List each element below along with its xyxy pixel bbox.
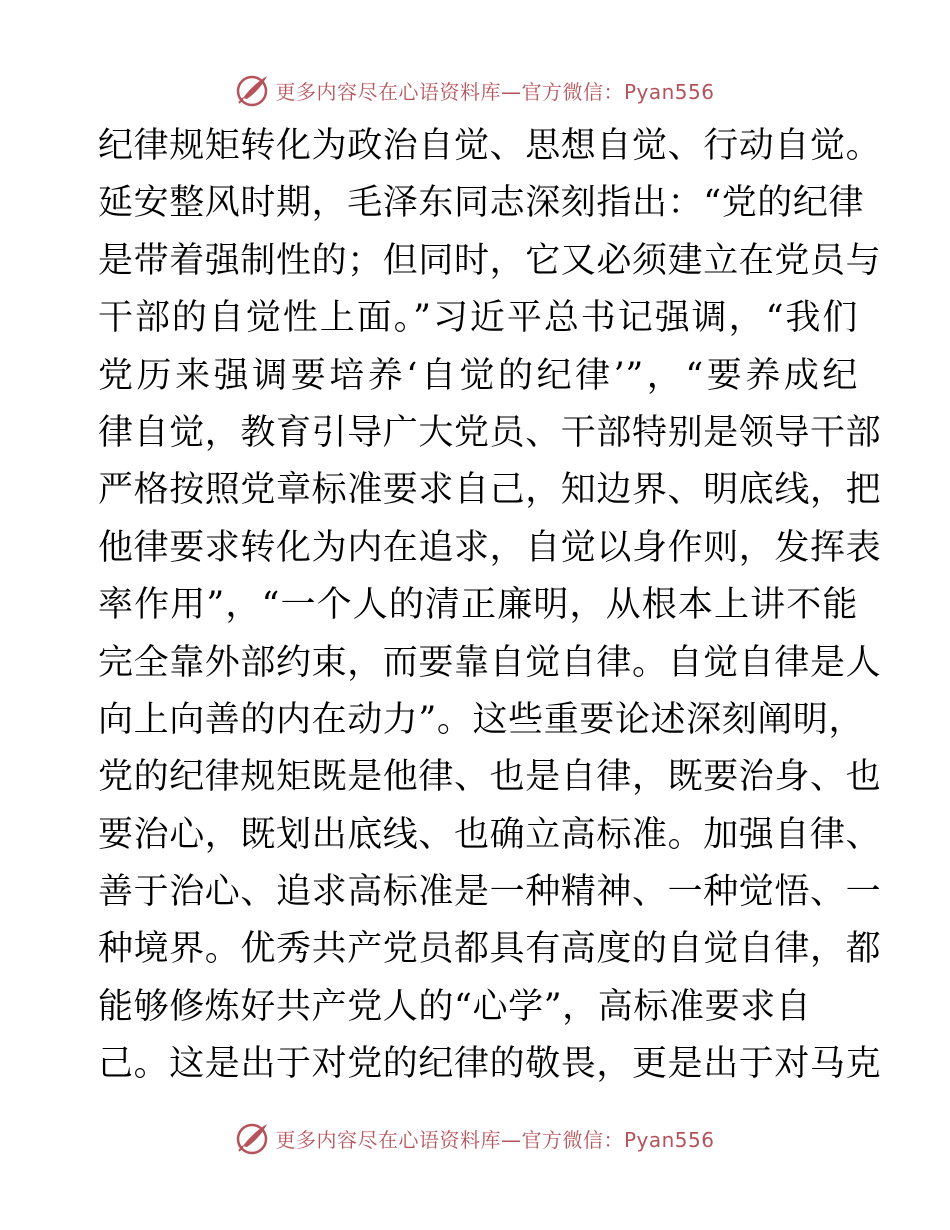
text-line: 延安整风时期，毛泽东同志深刻指出：“党的纪律 xyxy=(98,183,865,224)
footer-banner-text: 更多内容尽在心语资料库—官方微信：Pyan556 xyxy=(275,1127,715,1152)
header-banner-text: 更多内容尽在心语资料库—官方微信：Pyan556 xyxy=(275,79,715,104)
text-line: 他律要求转化为内在追求，自觉以身作则，发挥表 xyxy=(98,527,882,568)
text-line: 党的纪律规矩既是他律、也是自律，既要治身、也 xyxy=(98,757,882,798)
document-body xyxy=(98,118,882,1094)
text-line: 向上向善的内在动力”。这些重要论述深刻阐明， xyxy=(98,699,865,740)
text-line: 己。这是出于对党的纪律的敬畏，更是出于对马克 xyxy=(98,1044,882,1085)
text-line: 种境界。优秀共产党员都具有高度的自觉自律，都 xyxy=(98,929,882,970)
text-line: 是带着强制性的；但同时，它又必须建立在党员与 xyxy=(98,240,882,281)
text-line: 律自觉，教育引导广大党员、干部特别是领导干部 xyxy=(98,412,882,453)
text-line: 要治心，既划出底线、也确立高标准。加强自律、 xyxy=(98,814,882,855)
feather-pen-logo-icon xyxy=(235,72,271,108)
text-line: 率作用”，“一个人的清正廉明，从根本上讲不能 xyxy=(98,585,858,626)
text-line: 完全靠外部约束，而要靠自觉自律。自觉自律是人 xyxy=(98,642,882,683)
text-line: 善于治心、追求高标准是一种精神、一种觉悟、一 xyxy=(98,872,882,913)
text-line: 干部的自觉性上面。”习近平总书记强调，“我们 xyxy=(98,298,858,339)
header-banner xyxy=(0,70,950,110)
footer-banner xyxy=(0,1118,950,1158)
text-line: 能够修炼好共产党人的“心学”，高标准要求自 xyxy=(98,986,812,1027)
text-line: 党历来强调要培养‘自觉的纪律’”，“要养成纪 xyxy=(98,355,858,396)
text-line: 严格按照党章标准要求自己，知边界、明底线，把 xyxy=(98,470,882,511)
feather-pen-logo-icon xyxy=(235,1120,271,1156)
text-line: 纪律规矩转化为政治自觉、思想自觉、行动自觉。 xyxy=(98,126,882,166)
